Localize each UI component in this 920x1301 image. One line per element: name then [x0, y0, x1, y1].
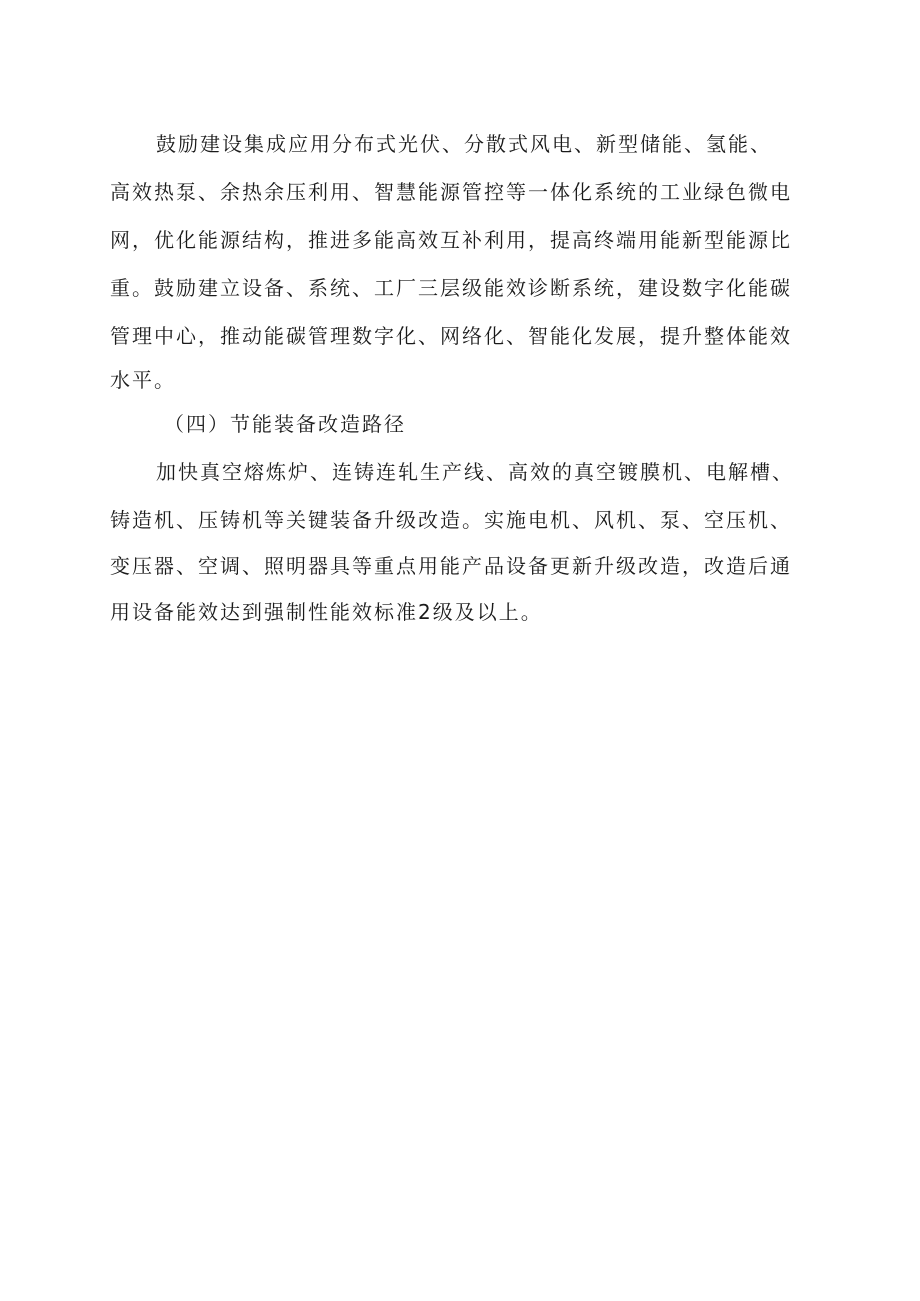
- paragraph-line: 鼓励建设集成应用分布式光伏、分散式风电、新型储能、氢能、: [156, 132, 772, 156]
- paragraph-line: 重。鼓励建立设备、系统、工厂三层级能效诊断系统，建设数字化能碳: [110, 276, 792, 300]
- paragraph-line: 变压器、空调、照明器具等重点用能产品设备更新升级改造，改造后通: [110, 554, 792, 578]
- paragraph-line: 铸造机、压铸机等关键装备升级改造。实施电机、风机、泵、空压机、: [110, 508, 792, 532]
- section-heading: （四）节能装备改造路径: [164, 412, 406, 436]
- paragraph-line: 网，优化能源结构，推进多能高效互补利用，提高终端用能新型能源比: [110, 228, 792, 252]
- paragraph-line: 管理中心，推动能碳管理数字化、网络化、智能化发展，提升整体能效: [110, 324, 792, 348]
- paragraph-line: 水平。: [110, 368, 176, 392]
- paragraph-line: 加快真空熔炼炉、连铸连轧生产线、高效的真空镀膜机、电解槽、: [156, 460, 794, 484]
- paragraph-line: 用设备能效达到强制性能效标准2级及以上。: [110, 600, 543, 624]
- paragraph-line: 高效热泵、余热余压利用、智慧能源管控等一体化系统的工业绿色微电: [110, 180, 792, 204]
